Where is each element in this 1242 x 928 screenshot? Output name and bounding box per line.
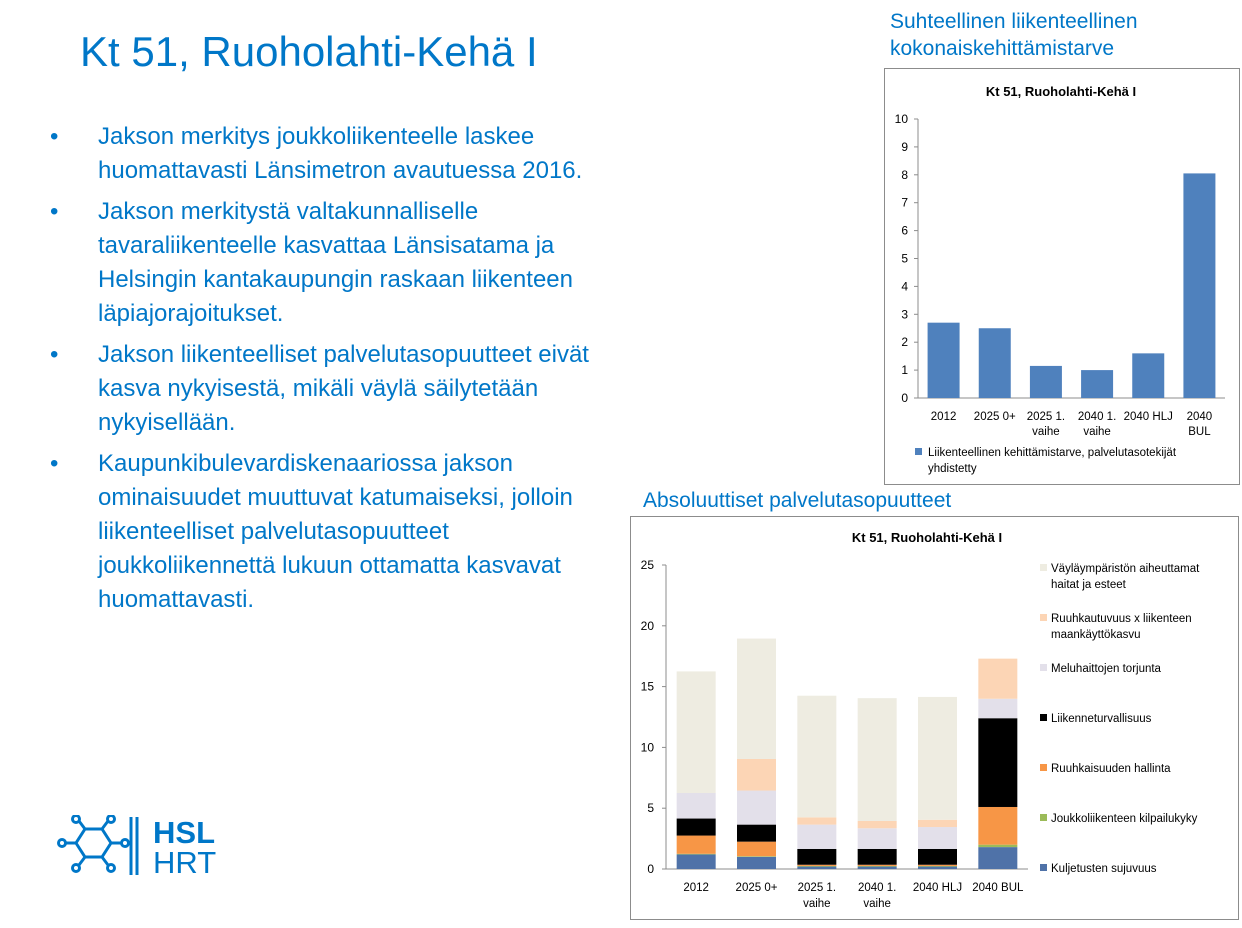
chart2-bar-segment: [677, 819, 716, 836]
chart2-legend-label: Joukkoliikenteen kilpailukyky: [1051, 813, 1198, 825]
chart2-legend-label: Liikenneturvallisuus: [1051, 713, 1152, 725]
bullet-text: Jakson merkitystä valtakunnalliselle tavaraliikenteelle kasvattaa Länsisatama ja Helsingin kantakaupungin raskaan liikenteen läpiajorajoitukset.: [98, 198, 573, 327]
chart2-bar-segment: [677, 854, 716, 869]
bullet-text: Kaupunkibulevardiskenaariossa jakson ominaisuudet muuttuvat katumaiseksi, jolloin liikenteelliset palvelutasopuutteet joukkoliikennettä lukuun ottamatta kasvavat huomattavasti.: [98, 450, 573, 613]
chart1-y-tick-label: 8: [901, 167, 908, 182]
chart1-bar: [928, 323, 960, 398]
chart2-bar-segment: [677, 854, 716, 855]
chart2-bar-segment: [737, 825, 776, 842]
chart2-legend-swatch: [1040, 614, 1047, 621]
chart2-y-tick-label: 15: [640, 679, 654, 694]
chart2-bar-segment: [918, 867, 957, 869]
chart2-y-tick-label: 0: [647, 862, 654, 876]
chart2-bar-segment: [677, 671, 716, 793]
chart2-legend-swatch: [1040, 714, 1047, 721]
chart2-legend-label: Kuljetusten sujuvuus: [1051, 863, 1157, 875]
chart2-bar-segment: [797, 866, 836, 867]
chart2-bar-segment: [737, 842, 776, 857]
bullet-list: [50, 120, 620, 624]
chart1-x-tick-label: 2025 1.: [1026, 411, 1066, 423]
logo-wordmark: [153, 815, 217, 880]
chart2-bar-segment: [797, 865, 836, 866]
chart2-legend-label: Väyläympäristön aiheuttamat: [1051, 563, 1200, 575]
chart1-legend-swatch: [915, 448, 922, 455]
chart1-y-tick-label: 0: [901, 391, 908, 405]
chart2-y-tick-label: 25: [640, 558, 654, 572]
chart2-bar-segment: [737, 759, 776, 791]
chart1-caption-line: kokonaiskehittämistarve: [890, 37, 1115, 60]
chart1-y-tick-label: 9: [901, 139, 908, 154]
bullet-symbol: •: [50, 123, 59, 150]
chart2-bar-segment: [858, 849, 897, 865]
chart2-bar-segment: [858, 865, 897, 866]
chart2-title: Kt 51, Ruoholahti-Kehä I: [851, 530, 1003, 545]
chart2-legend-swatch: [1040, 814, 1047, 821]
chart2-bar-segment: [918, 865, 957, 866]
bullet-symbol: •: [50, 341, 59, 368]
chart1-x-tick-label: 2025 0+: [973, 411, 1016, 423]
chart2-bar-segment: [978, 718, 1017, 807]
logo-hsl-text: HSL: [153, 815, 215, 850]
chart2-bar-segment: [858, 828, 897, 849]
chart1-bar: [1132, 353, 1164, 398]
chart2-bar-segment: [858, 698, 897, 821]
chart1-x-tick-label: BUL: [1188, 426, 1211, 438]
chart2-legend-label: Meluhaittojen torjunta: [1051, 663, 1161, 675]
chart2-bar-segment: [978, 659, 1017, 699]
chart1-bar: [1030, 366, 1062, 398]
chart2-legend-swatch: [1040, 864, 1047, 871]
chart2-bar-segment: [978, 847, 1017, 869]
chart2-x-tick-label: 2040 BUL: [972, 882, 1024, 894]
chart1-bar: [1081, 370, 1113, 398]
bullet-item: [50, 447, 620, 617]
chart2-bar-segment: [858, 867, 897, 869]
chart2-y-tick-label: 5: [647, 801, 654, 816]
chart2-x-tick-label: 2012: [683, 882, 709, 894]
chart2-bar-segment: [978, 845, 1017, 847]
bullet-item: [50, 338, 620, 440]
chart2-bar-segment: [737, 639, 776, 759]
chart2-legend-label: Ruuhkaisuuden hallinta: [1051, 763, 1171, 775]
chart2-x-tick-label: 2025 1.: [797, 882, 837, 894]
chart1-caption-line: Suhteellinen liikenteellinen: [890, 10, 1138, 33]
chart1-y-tick-label: 2: [901, 335, 908, 350]
chart2-bar-segment: [978, 699, 1017, 718]
chart1-y-tick-label: 6: [901, 223, 908, 238]
chart2-bar-segment: [737, 856, 776, 857]
chart2-bar-segment: [918, 697, 957, 820]
bullet-symbol: •: [50, 450, 59, 477]
bullet-item: [50, 195, 620, 331]
chart2-y-tick-label: 20: [640, 618, 654, 633]
bullet-text: Jakson liikenteelliset palvelutasopuutteet eivät kasva nykyisestä, mikäli väylä säilytetään nykyisellään.: [98, 341, 589, 436]
chart1-x-tick-label: vaihe: [1083, 426, 1111, 438]
chart2-legend-label: Ruuhkautuvuus x liikenteen: [1051, 613, 1192, 625]
bullet-item: [50, 120, 620, 188]
page-title: Kt 51, Ruoholahti-Kehä I: [80, 28, 538, 75]
chart2-x-tick-label: 2040 HLJ: [912, 882, 963, 894]
chart2-x-tick-label: 2025 0+: [735, 882, 778, 894]
chart2-x-tick-label: vaihe: [863, 898, 891, 910]
chart2-bar-segment: [737, 857, 776, 869]
chart2-bar-segment: [918, 866, 957, 867]
chart2-x-tick-label: 2040 1.: [857, 882, 897, 894]
chart2-bar-segment: [677, 793, 716, 819]
chart1-y-tick-label: 1: [901, 363, 908, 378]
chart1-bar: [979, 328, 1011, 398]
chart1-title: Kt 51, Ruoholahti-Kehä I: [985, 84, 1137, 99]
chart2-y-tick-label: 10: [640, 740, 654, 755]
chart2-legend-swatch: [1040, 764, 1047, 771]
chart1-x-tick-label: 2040 HLJ: [1123, 411, 1173, 423]
chart1-y-tick-label: 3: [901, 307, 908, 322]
chart2-bar-segment: [918, 820, 957, 827]
chart1-x-tick-label: 2040: [1186, 411, 1213, 423]
chart2-bar-segment: [797, 817, 836, 824]
chart2-bar-segment: [978, 807, 1017, 845]
chart2-bar-segment: [858, 866, 897, 867]
chart2-bar-segment: [797, 849, 836, 865]
chart1-x-tick-label: 2012: [930, 411, 957, 423]
chart1-legend-label: yhdistetty: [928, 463, 977, 475]
chart1-caption: [890, 8, 1138, 62]
chart1-frame: [884, 68, 1240, 485]
chart2-caption: Absoluuttiset palvelutasopuutteet: [643, 489, 952, 512]
chart1-y-tick-label: 7: [901, 195, 908, 210]
chart2-legend-label: maankäyttökasvu: [1051, 629, 1141, 641]
chart2-bar-segment: [677, 836, 716, 854]
chart2-legend-label: haitat ja esteet: [1051, 579, 1126, 591]
bullet-symbol: •: [50, 198, 59, 225]
chart2-bar-segment: [918, 849, 957, 865]
chart2-frame: [630, 516, 1239, 920]
chart1-x-tick-label: 2040 1.: [1077, 411, 1117, 423]
chart2-bar-segment: [737, 791, 776, 825]
bullet-text: Jakson merkitys joukkoliikenteelle laskee huomattavasti Länsimetron avautuessa 2016.: [98, 123, 583, 184]
chart1-y-tick-label: 10: [894, 112, 908, 126]
chart2-bar-segment: [858, 821, 897, 828]
chart1-y-tick-label: 5: [901, 251, 908, 266]
chart1-svg: [885, 69, 1239, 484]
chart2-bar-segment: [797, 867, 836, 869]
logo-hrt-text: HRT: [153, 845, 217, 880]
chart1-y-tick-label: 4: [901, 279, 908, 294]
chart1-x-tick-label: vaihe: [1032, 426, 1060, 438]
chart2-bar-segment: [797, 696, 836, 818]
hsl-logo-icon: [55, 815, 143, 877]
chart2-bar-segment: [918, 827, 957, 849]
chart2-legend-swatch: [1040, 564, 1047, 571]
chart1-legend-label: Liikenteellinen kehittämistarve, palvelutasotekijät: [928, 447, 1177, 459]
chart2-x-tick-label: vaihe: [803, 898, 831, 910]
chart1-bar: [1183, 173, 1215, 398]
chart2-svg: [631, 517, 1238, 919]
chart2-bar-segment: [797, 825, 836, 849]
chart2-legend-swatch: [1040, 664, 1047, 671]
